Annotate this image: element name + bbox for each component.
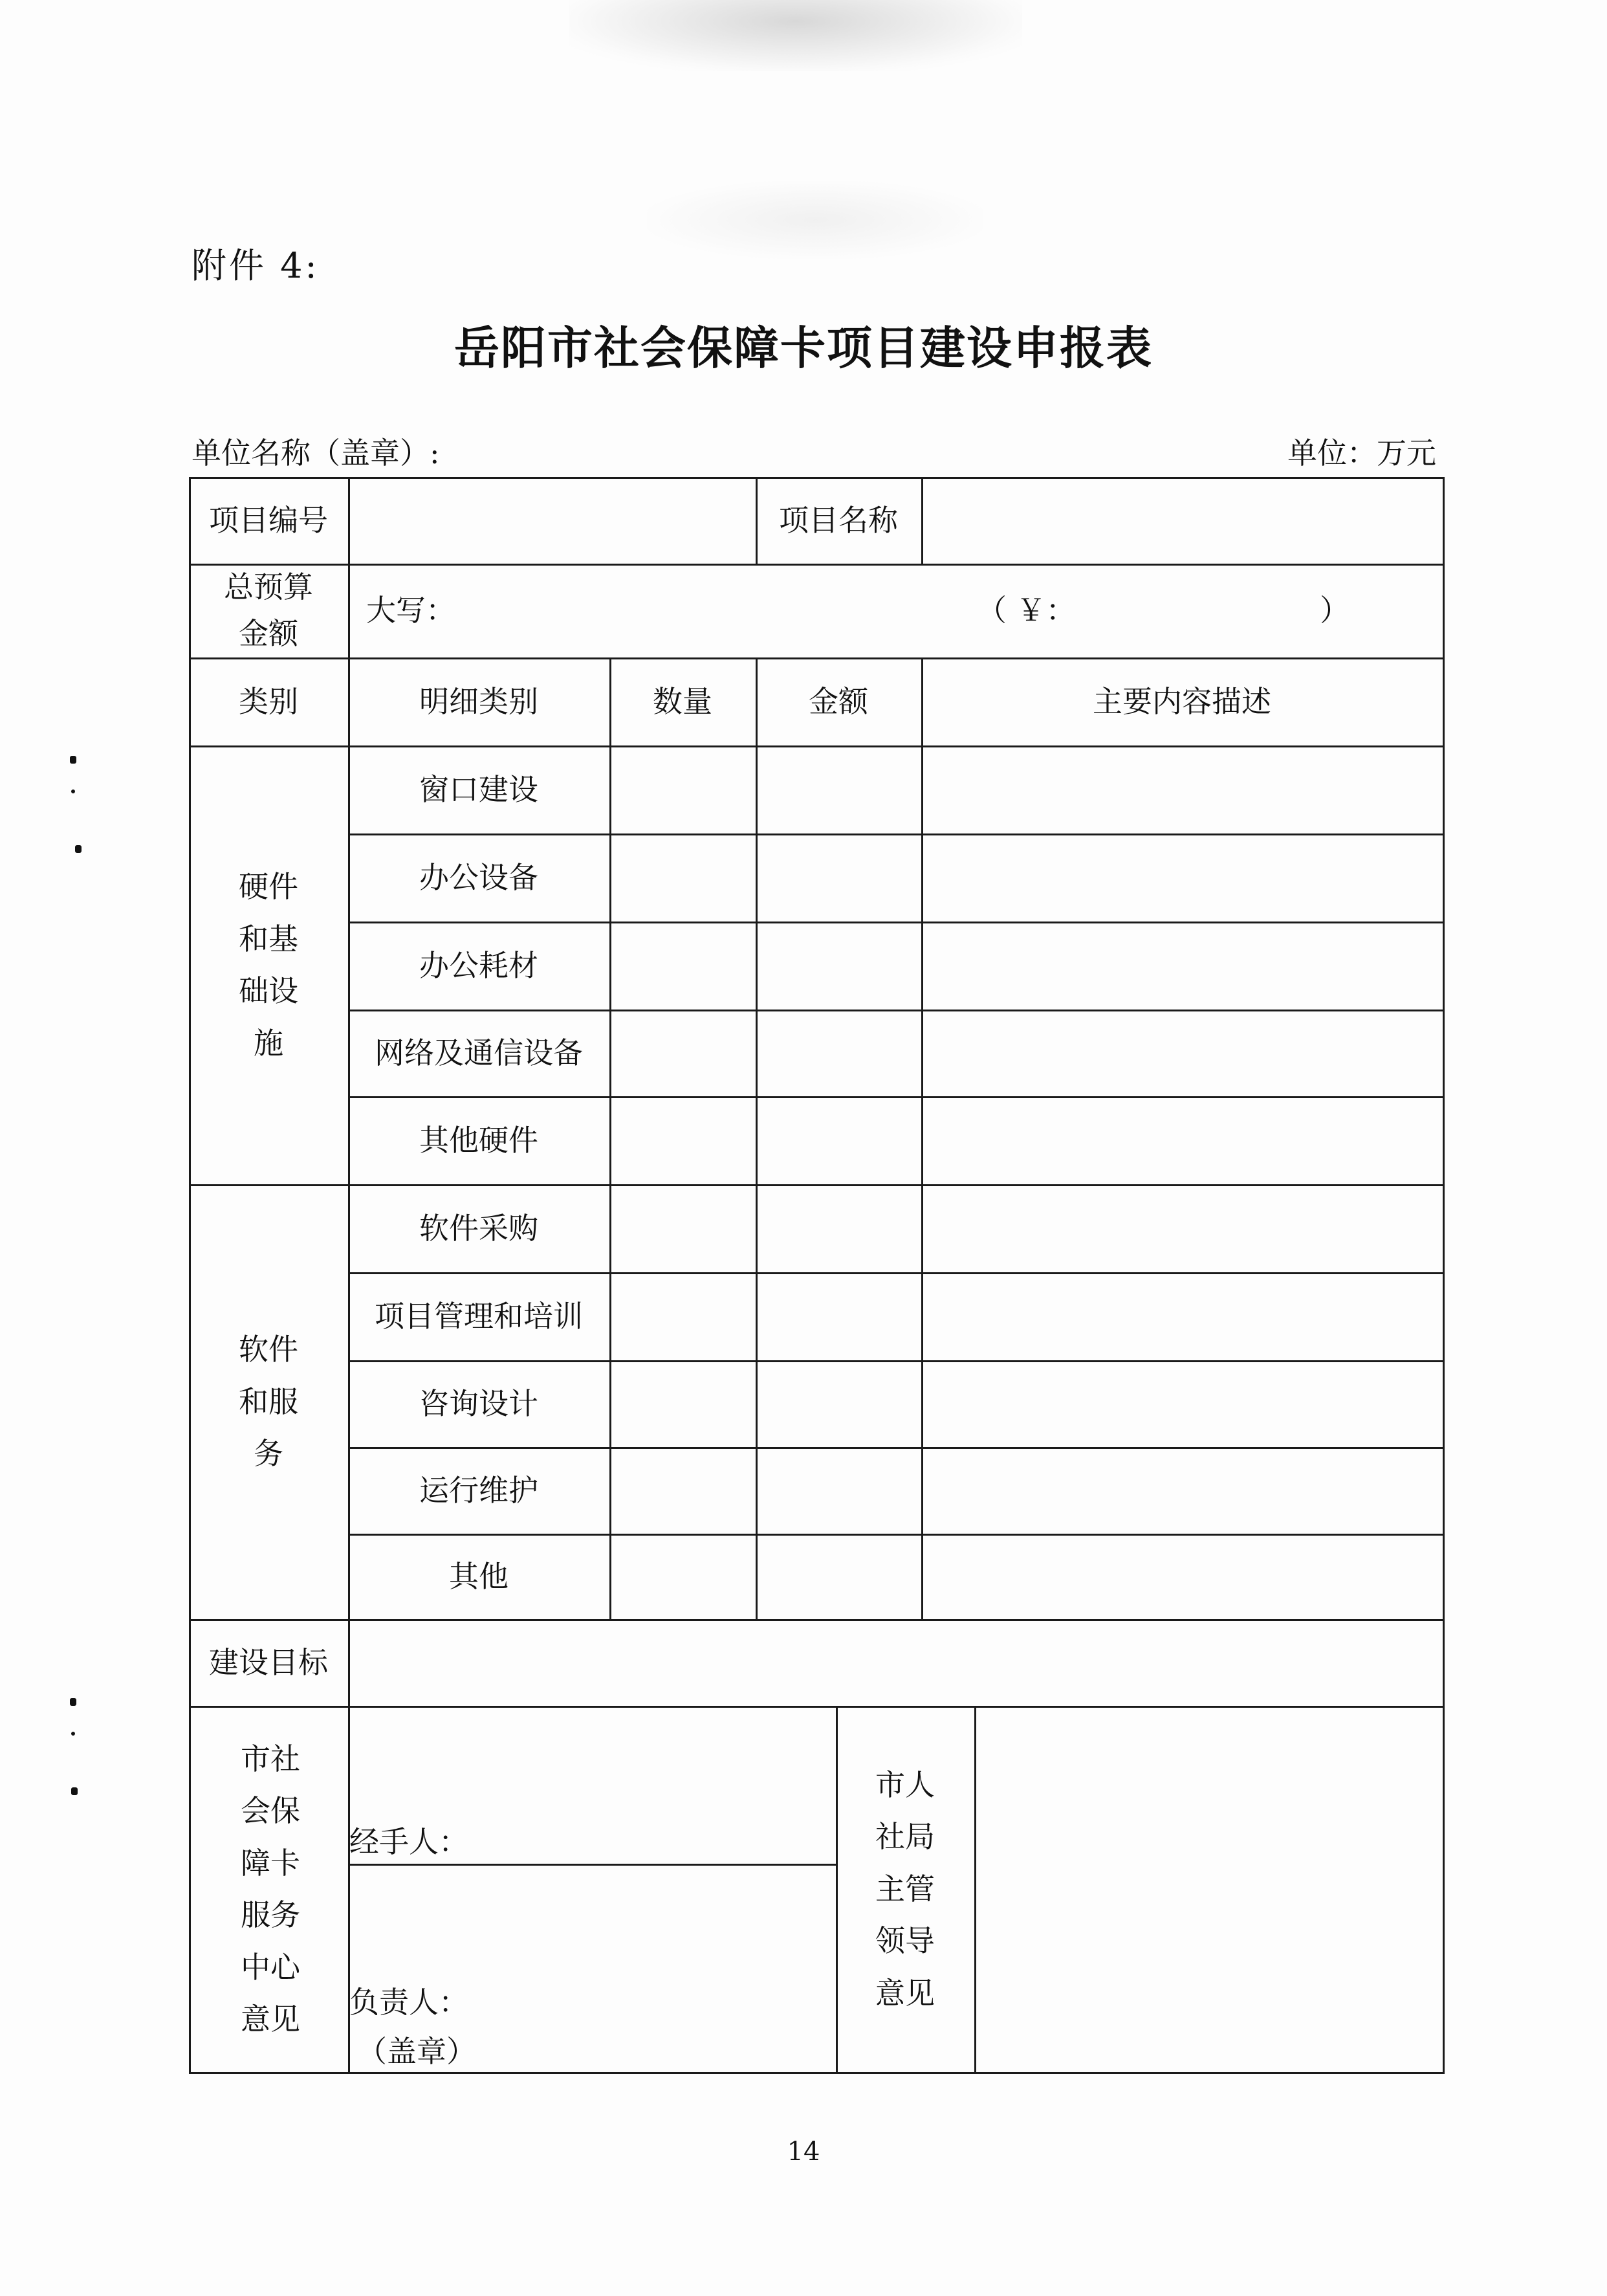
table-rule — [348, 1864, 838, 1866]
detail-item: 办公耗材 — [419, 947, 538, 983]
table-rule — [836, 1706, 838, 2074]
binding-mark — [70, 1698, 76, 1706]
detail-item: 项目管理和培训 — [375, 1298, 583, 1334]
scan-noise — [647, 181, 983, 259]
center-opinion-label: 市社会保障卡服务中心意见 — [241, 1741, 300, 2037]
construction-goal-label: 建设目标 — [209, 1644, 328, 1680]
budget-daxie-label: 大写： — [366, 593, 455, 628]
table-rule — [189, 2072, 1445, 2074]
binding-mark — [75, 845, 82, 853]
project-name-field[interactable] — [921, 477, 1443, 564]
table-rule — [921, 657, 923, 1621]
project-name-label: 项目名称 — [779, 502, 898, 538]
category-software: 软件和服务 — [239, 1332, 298, 1472]
bureau-opinion-label: 市人社局主管领导意见 — [875, 1767, 935, 2011]
total-budget-label: 总预算金额 — [224, 569, 313, 651]
table-rule — [756, 657, 758, 1621]
scan-noise — [569, 0, 1022, 71]
header-detail: 明细类别 — [419, 683, 538, 719]
binding-mark — [71, 1787, 78, 1795]
category-hardware: 硬件和基础设施 — [239, 869, 298, 1061]
table-rule — [1443, 477, 1445, 2074]
binding-mark — [71, 789, 75, 793]
page-title: 岳阳市社会保障卡项目建设申报表 — [454, 321, 1153, 375]
detail-item: 办公设备 — [419, 859, 538, 895]
construction-goal-field[interactable] — [348, 1619, 1443, 1706]
detail-item: 软件采购 — [419, 1210, 538, 1246]
detail-item: 其他 — [449, 1558, 508, 1594]
header-category: 类别 — [239, 683, 298, 719]
detail-item: 运行维护 — [419, 1472, 538, 1508]
attachment-label: 附件 4: — [191, 245, 320, 286]
handler-label: 经手人： — [349, 1824, 468, 1859]
header-amount: 金额 — [809, 683, 868, 719]
seal-label: （盖章） — [357, 2034, 476, 2069]
leader-label: 负责人： — [349, 1985, 468, 2020]
header-description: 主要内容描述 — [1093, 683, 1271, 719]
budget-rmb-label: （ ￥： — [977, 593, 1076, 628]
detail-item: 其他硬件 — [419, 1122, 538, 1158]
unit-name-label: 单位名称（盖章）: — [191, 436, 440, 470]
bureau-opinion-field[interactable] — [974, 1706, 1443, 2072]
binding-mark — [71, 1732, 75, 1736]
binding-mark — [70, 756, 76, 764]
page-number: 14 — [787, 2137, 820, 2167]
header-quantity: 数量 — [653, 683, 712, 719]
project-number-field[interactable] — [348, 477, 756, 564]
table-rule — [609, 657, 611, 1621]
detail-item: 网络及通信设备 — [375, 1035, 583, 1070]
budget-rmb-close: ） — [1320, 593, 1350, 628]
unit-label: 单位：万元 — [1287, 436, 1436, 470]
detail-item: 咨询设计 — [419, 1385, 538, 1421]
detail-item: 窗口建设 — [419, 771, 538, 807]
project-number-label: 项目编号 — [209, 502, 328, 538]
